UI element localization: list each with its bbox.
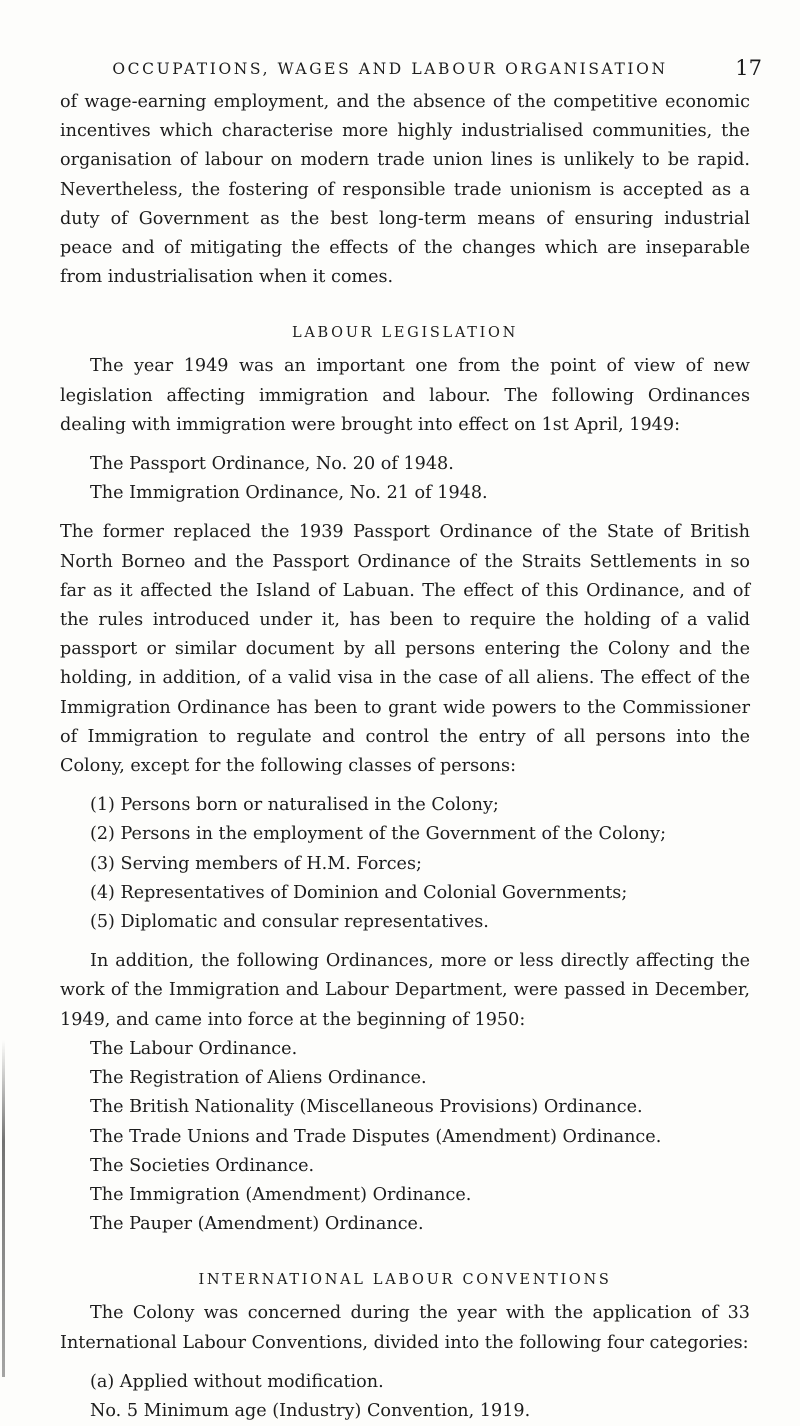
list-item: (5) Diplomatic and consular representatives.	[90, 912, 489, 933]
list-item: The Labour Ordinance.	[90, 1038, 298, 1059]
section-heading-labour-legislation: LABOUR LEGISLATION	[292, 325, 518, 342]
immigration-ordinance-list	[60, 450, 750, 508]
legislation-paragraph-2: The former replaced the 1939 Passport Ordinance of the State of British North Borneo and the Passport Ordinance of the Straits Settlements in so far as it affected the Island of Labuan. The effect of this Ordinance, and of the rules introduced under it, has been to require the holding of a valid passport or similar document by all persons entering the Colony and the holding, in addition, of a valid visa in the case of all aliens. The effect of the Immigration Ordinance has been to grant wide powers to the Commissioner of Immigration to regulate and control the entry of all persons into the Colony, except for the following classes of persons:	[60, 522, 750, 777]
running-title: OCCUPATIONS, WAGES AND LABOUR ORGANISATION	[112, 60, 668, 78]
page-number: 17	[735, 56, 762, 80]
conventions-category-list	[60, 1368, 750, 1426]
legislation-paragraph-3: In addition, the following Ordinances, more or less directly affecting the work of the Immigration and Labour Department, were passed in December, 1949, and came into force at the beginning of 1950:	[60, 951, 750, 1030]
list-item: (1) Persons born or naturalised in the Colony;	[90, 795, 499, 816]
list-item: The Passport Ordinance, No. 20 of 1948.	[90, 454, 454, 475]
list-item: No. 5 Minimum age (Industry) Convention, 1919.	[90, 1400, 531, 1421]
list-item: The Registration of Aliens Ordinance.	[90, 1068, 427, 1089]
scan-shadow-edge	[2, 1040, 5, 1377]
running-header	[0, 60, 780, 78]
list-item: The Societies Ordinance.	[90, 1155, 315, 1176]
list-item: (3) Serving members of H.M. Forces;	[90, 853, 422, 874]
legislation-paragraph-1: The year 1949 was an important one from the point of view of new legislation affecting immigration and labour. The following Ordinances dealing with immigration were brought into effect on 1st April, 1949:	[60, 356, 750, 435]
section-heading-international-conventions: INTERNATIONAL LABOUR CONVENTIONS	[198, 1272, 612, 1289]
intro-paragraph: of wage-earning employment, and the absence of the competitive economic incentives which characterise more highly industrialised communities, the organisation of labour on modern trade union lines is unlikely to be rapid. Nevertheless, the fostering of responsible trade unionism is accepted as a duty of Government as the best long-term means of ensuring industrial peace and of mitigating the effects of the changes which are inseparable from industrialisation when it comes.	[60, 92, 750, 288]
list-item: The Immigration (Amendment) Ordinance.	[90, 1184, 472, 1205]
list-item: (2) Persons in the employment of the Government of the Colony;	[90, 824, 667, 845]
list-item: The Immigration Ordinance, No. 21 of 1948.	[90, 483, 488, 504]
labour-ordinance-list	[60, 1035, 750, 1239]
list-item: (4) Representatives of Dominion and Colonial Governments;	[90, 882, 628, 903]
body-text	[60, 88, 750, 1426]
conventions-paragraph: The Colony was concerned during the year with the application of 33 International Labour Conventions, divided into the following four categories:	[60, 1303, 750, 1353]
list-item: The Pauper (Amendment) Ordinance.	[90, 1214, 424, 1235]
list-item: The British Nationality (Miscellaneous Provisions) Ordinance.	[90, 1097, 643, 1118]
list-item: The Trade Unions and Trade Disputes (Amendment) Ordinance.	[90, 1126, 662, 1147]
exempt-classes-list	[60, 791, 750, 937]
category-a-label: (a) Applied without modification.	[90, 1371, 384, 1392]
